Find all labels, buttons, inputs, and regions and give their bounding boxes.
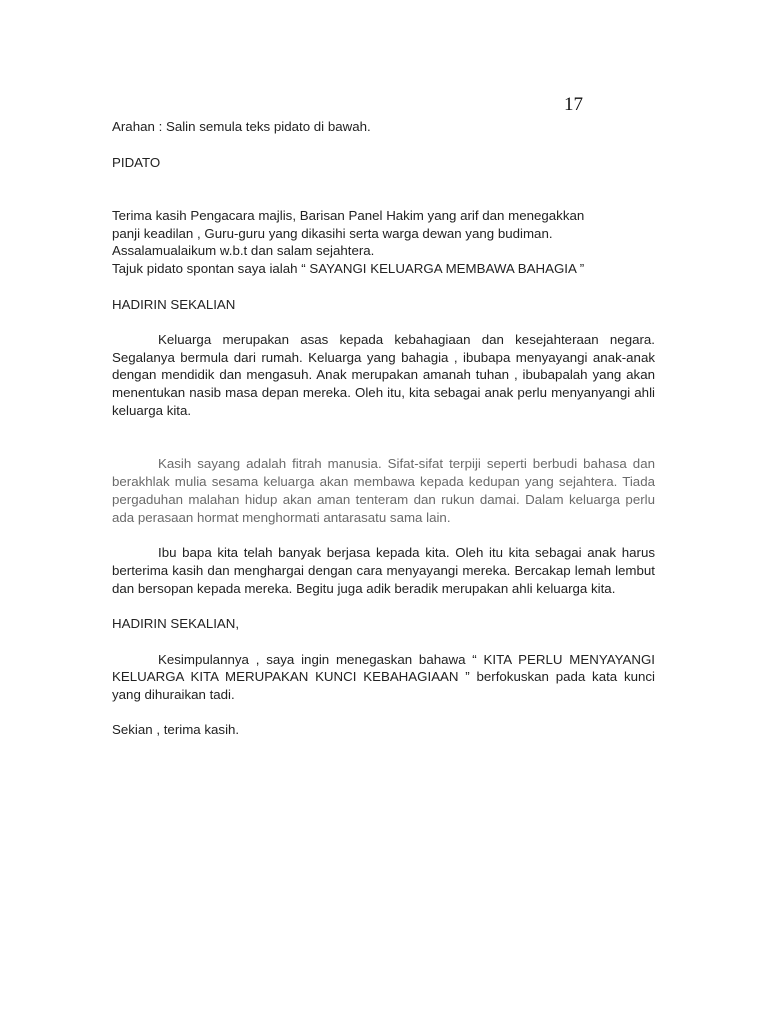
- opening-line: panji keadilan , Guru-guru yang dikasihi serta warga dewan yang budiman.: [112, 225, 553, 241]
- closing-line: Sekian , terima kasih.: [112, 722, 240, 738]
- instruction-line: Arahan : Salin semula teks pidato di bawah.: [112, 119, 371, 134]
- paragraph-love-nature: Kasih sayang adalah fitrah manusia. Sifat-sifat terpiji seperti berbudi bahasa dan berakhlak mulia sesama keluarga akan membawa kepada kedupan yang sejahtera. Tiada pergaduhan malahan hidup akan aman tenteram dan rukun damai. Dalam keluarga perlu ada perasaan hormat menghormati antarasatu sama lain.: [112, 456, 655, 525]
- paragraph-parents-gratitude: Ibu bapa kita telah banyak berjasa kepada kita. Oleh itu kita sebagai anak harus berterima kasih dan menghargai dengan cara menyayangi mereka. Bercakap lemah lembut dan bersopan kepada mereka. Begitu juga adik beradik merupakan ahli keluarga kita.: [112, 545, 655, 596]
- page-number: 17: [564, 94, 583, 115]
- speech-title-line: Tajuk pidato spontan saya ialah “ SAYANGI KELUARGA MEMBAWA BAHAGIA ”: [112, 260, 585, 276]
- paragraph-conclusion: Kesimpulannya , saya ingin menegaskan bahawa “ KITA PERLU MENYAYANGI KELUARGA KITA MERUPAKAN KUNCI KEBAHAGIAAN ” berfokuskan pada kata kunci yang dihuraikan tadi.: [112, 651, 655, 702]
- opening-line: Terima kasih Pengacara majlis, Barisan Panel Hakim yang arif dan menegakkan: [112, 208, 585, 224]
- address-heading: HADIRIN SEKALIAN: [112, 296, 236, 312]
- opening-greeting: [112, 207, 655, 277]
- opening-line: Assalamualaikum w.b.t dan salam sejahtera.: [112, 243, 375, 259]
- paragraph-family-foundation: Keluarga merupakan asas kepada kebahagiaan dan kesejahteraan negara. Segalanya bermula dari rumah. Keluarga yang bahagia , ibubapa menyayangi anak-anak dengan mendidik dan mengasuh. Anak merupakan amanah tuhan , ibubapalah yang akan menentukan nasib masa depan mereka. Oleh itu, kita sebagai anak perlu menyanyangi ahli keluarga kita.: [112, 332, 655, 418]
- address-heading: HADIRIN SEKALIAN,: [112, 616, 240, 632]
- speech-heading: PIDATO: [112, 154, 161, 170]
- speech-text-body: [112, 118, 655, 739]
